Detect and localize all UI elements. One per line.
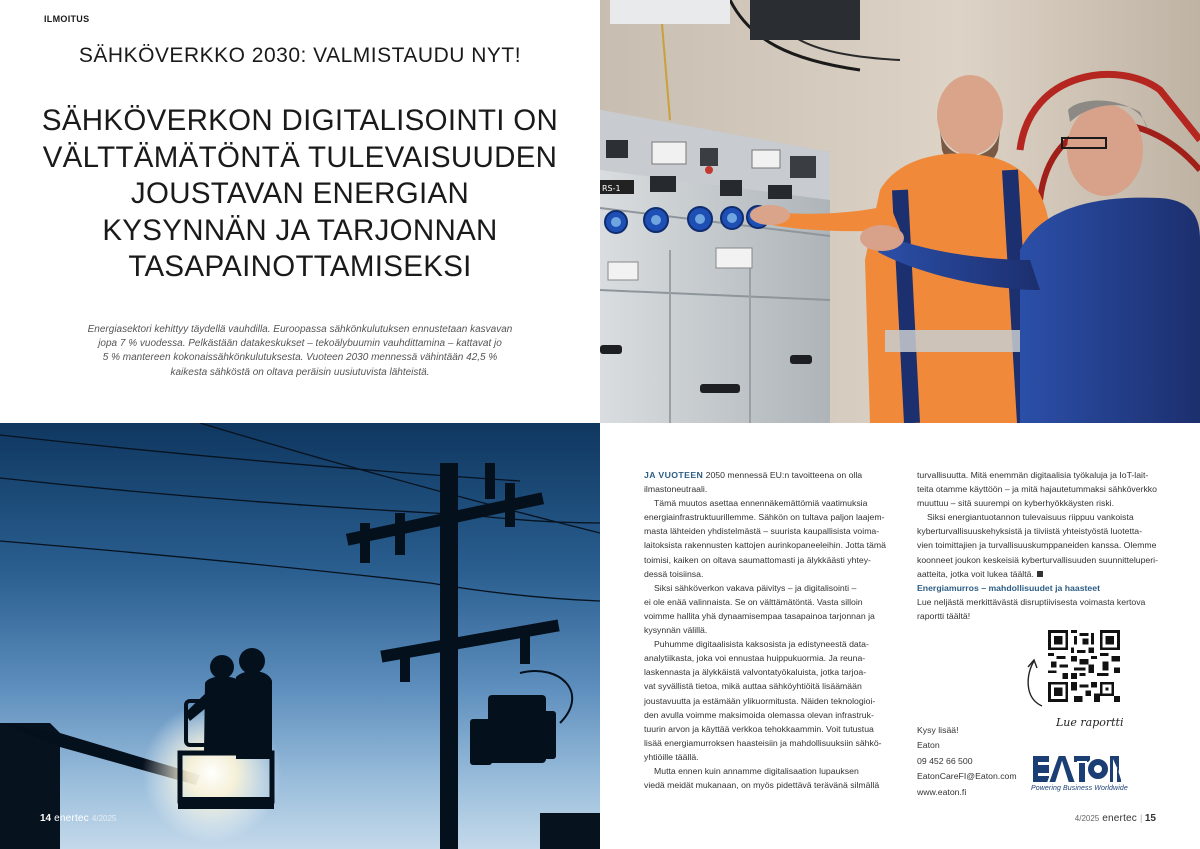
- magazine-name: enertec: [1102, 813, 1138, 824]
- curved-arrow-icon: [1022, 658, 1052, 710]
- issue-number: 4/2025: [1074, 814, 1100, 823]
- technicians-switchgear-photo: [600, 0, 1200, 423]
- report-box-title: Energiamurros – mahdollisuudet ja haasteet: [917, 582, 1100, 593]
- text-line: teita otamme käyttöön – ja mitä hajautetummaksi sähköverkko: [917, 484, 1157, 495]
- text-line: Tämä muutos asettaa ennennäkemättömiä vaatimuksia: [654, 498, 868, 509]
- text-line: dessä toisiinsa.: [644, 568, 704, 579]
- text-line: yhtiöille täällä.: [644, 751, 699, 762]
- text-line: turvallisuutta. Mitä enemmän digitaalisia työkaluja ja IoT-lait-: [917, 470, 1149, 480]
- lead-line: jopa 7 % vuodessa. Pelkästään datakeskukset – tekoälybuumin vauhdittamina – kattavat jo: [98, 338, 502, 350]
- headline-line: VÄLTTÄMÄTÖNTÄ TULEVAISUUDEN: [42, 140, 558, 174]
- contact-heading: Kysy lisää!: [917, 725, 959, 735]
- advertisement-label: ILMOITUS: [44, 14, 90, 24]
- headline-line: JOUSTAVAN ENERGIAN: [130, 177, 470, 210]
- article-paragraph: [917, 468, 1160, 510]
- folio-left: [40, 813, 116, 824]
- text-line: vien toimittajien ja turvallisuuskumppaneiden kanssa. Olemme: [917, 540, 1157, 551]
- contact-company: Eaton: [917, 740, 940, 751]
- contact-email[interactable]: EatonCareFI@Eaton.com: [917, 771, 1017, 782]
- text-line: Siksi sähköverkon vakava päivitys – ja digitalisointi –: [654, 582, 857, 593]
- page-number: 14: [40, 813, 52, 824]
- text-line: ei ole enää valinnaista. Se on välttämätöntä. Vasta silloin: [644, 596, 863, 607]
- article-paragraph: [644, 637, 894, 764]
- headline-line: KYSYNNÄN JA TARJONNAN: [102, 213, 498, 247]
- switchgear-label: RS-1: [602, 184, 621, 193]
- text-line: tuurin arvon ja käyttää verkkoa tehokkaammin. Voit tutustua: [644, 723, 874, 734]
- article-paragraph: [644, 496, 894, 581]
- power-pole-illustration: [0, 423, 600, 849]
- article-column-2: [917, 468, 1160, 623]
- lead-line: 5 % mantereen kokonaissähkönkulutuksesta. Vuoteen 2030 mennessä vähintään 42,5 %: [102, 352, 498, 364]
- text-line: Puhumme digitaalisista kaksosista ja edistyneestä data-: [654, 639, 869, 650]
- lead-line: Energiasektori kehittyy täydellä vauhdilla. Euroopassa sähkönkulutuksen ennustetaan kasvavan: [87, 324, 513, 335]
- text-line: kyberturvallisuuskehyksistä ja tiiviistä yhteistyöstä luotetta-: [917, 526, 1143, 537]
- text-line: laskennasta ja älykkäistä valvontatyökaluista, jotka tarjoa-: [644, 667, 867, 678]
- text-line: analytiikasta, joka voi ennustaa huippukuormia. Ja reuna-: [644, 653, 866, 664]
- text-line: den avulla voimme maksimoida olemassa olevan infrastruk-: [644, 709, 874, 720]
- article-paragraph: [644, 468, 894, 496]
- text-line: kysynnän välillä.: [644, 625, 708, 636]
- text-line: koonneet joukon keskeisiä kyberturvallisuuden suunnitteluperi-: [917, 554, 1158, 565]
- article-paragraph: [644, 764, 894, 792]
- headline-line: SÄHKÖVERKON DIGITALISOINTI ON: [41, 104, 559, 137]
- text-line: viedä meidät mukanaan, on myös pidettävä terävänä silmällä: [644, 780, 880, 791]
- technicians-illustration: [600, 0, 1200, 423]
- kicker-title: SÄHKÖVERKKO 2030: VALMISTAUDU NYT!: [78, 44, 522, 67]
- report-qr-code[interactable]: [1048, 630, 1120, 702]
- text-line: raportti täältä!: [917, 610, 971, 621]
- text-line: lisää energiamurroksen haasteisiin ja mahdollisuuksiin sähkö-: [644, 737, 882, 748]
- run-in-heading: JA VUOTEEN: [644, 470, 704, 480]
- text-line: Siksi energiantuotannon tulevaisuus riippuu vankoista: [927, 512, 1134, 523]
- eaton-logo: [1031, 754, 1153, 792]
- end-of-article-mark: [1037, 571, 1043, 577]
- text-line: aatteita, jotka voit lukea täältä.: [917, 568, 1034, 579]
- text-line: joustavuutta ja estämään ylikuormitusta. Näiden teknologioi-: [644, 695, 876, 706]
- linemen-silhouette-photo: [0, 423, 600, 849]
- contact-block: [917, 723, 1017, 800]
- text-line: energiainfrastruktuurillemme. Sähkön on tultava paljon laajem-: [644, 512, 885, 523]
- text-line: toimisi, kaiken on oltava saumattomasti ja älykkäästi yhtey-: [644, 554, 871, 565]
- article-paragraph: [644, 581, 894, 637]
- article-paragraph: [917, 510, 1160, 580]
- contact-website[interactable]: www.eaton.fi: [917, 786, 967, 797]
- eaton-wordmark-icon: [1031, 754, 1123, 784]
- magazine-name: enertec: [54, 813, 89, 824]
- lead-line: kaikesta sähköstä on oltava peräisin uusiutuvista lähteistä.: [170, 366, 430, 378]
- text-line: masta lähteiden yhdistelmästä – suurista kaupallisista voima-: [644, 526, 880, 537]
- text-line: Lue neljästä merkittävästä disruptiivisesta voimasta kertova: [917, 596, 1146, 607]
- qr-code-icon: [1048, 630, 1120, 702]
- text-line: vat syvällistä tietoa, mikä auttaa sähköyhtiöitä lisäämään: [644, 681, 862, 692]
- lead-paragraph: [72, 323, 528, 380]
- issue-number: 4/2025: [91, 814, 117, 823]
- headline-line: TASAPAINOTTAMISEKSI: [128, 250, 472, 283]
- text-line: Mutta ennen kuin annamme digitalisaation lupauksen: [654, 765, 859, 776]
- text-line: muuttuu – sitä suurempi on kyberhyökkäysten riski.: [917, 498, 1115, 509]
- contact-phone[interactable]: 09 452 66 500: [917, 755, 973, 766]
- headline: [30, 103, 570, 286]
- page-number: 15: [1144, 813, 1156, 824]
- text-line: ilmastoneutraali.: [644, 484, 708, 495]
- text-line: 2050 mennessä EU:n tavoitteena on olla: [703, 470, 863, 480]
- article-column-1: [644, 468, 894, 792]
- text-line: laitoksista rakennusten kattojen aurinkopaneeleihin. Jotta tämä: [644, 540, 886, 551]
- folio-right: 4/2025 enertec | 15: [1074, 813, 1156, 824]
- eaton-tagline: Powering Business Worldwide: [1031, 785, 1128, 792]
- report-box-text: [917, 595, 1160, 623]
- qr-caption: Lue raportti: [1056, 716, 1124, 729]
- text-line: voimme hallita yhä dynaamisempaa tasapainoa tarjonnan ja: [644, 610, 875, 621]
